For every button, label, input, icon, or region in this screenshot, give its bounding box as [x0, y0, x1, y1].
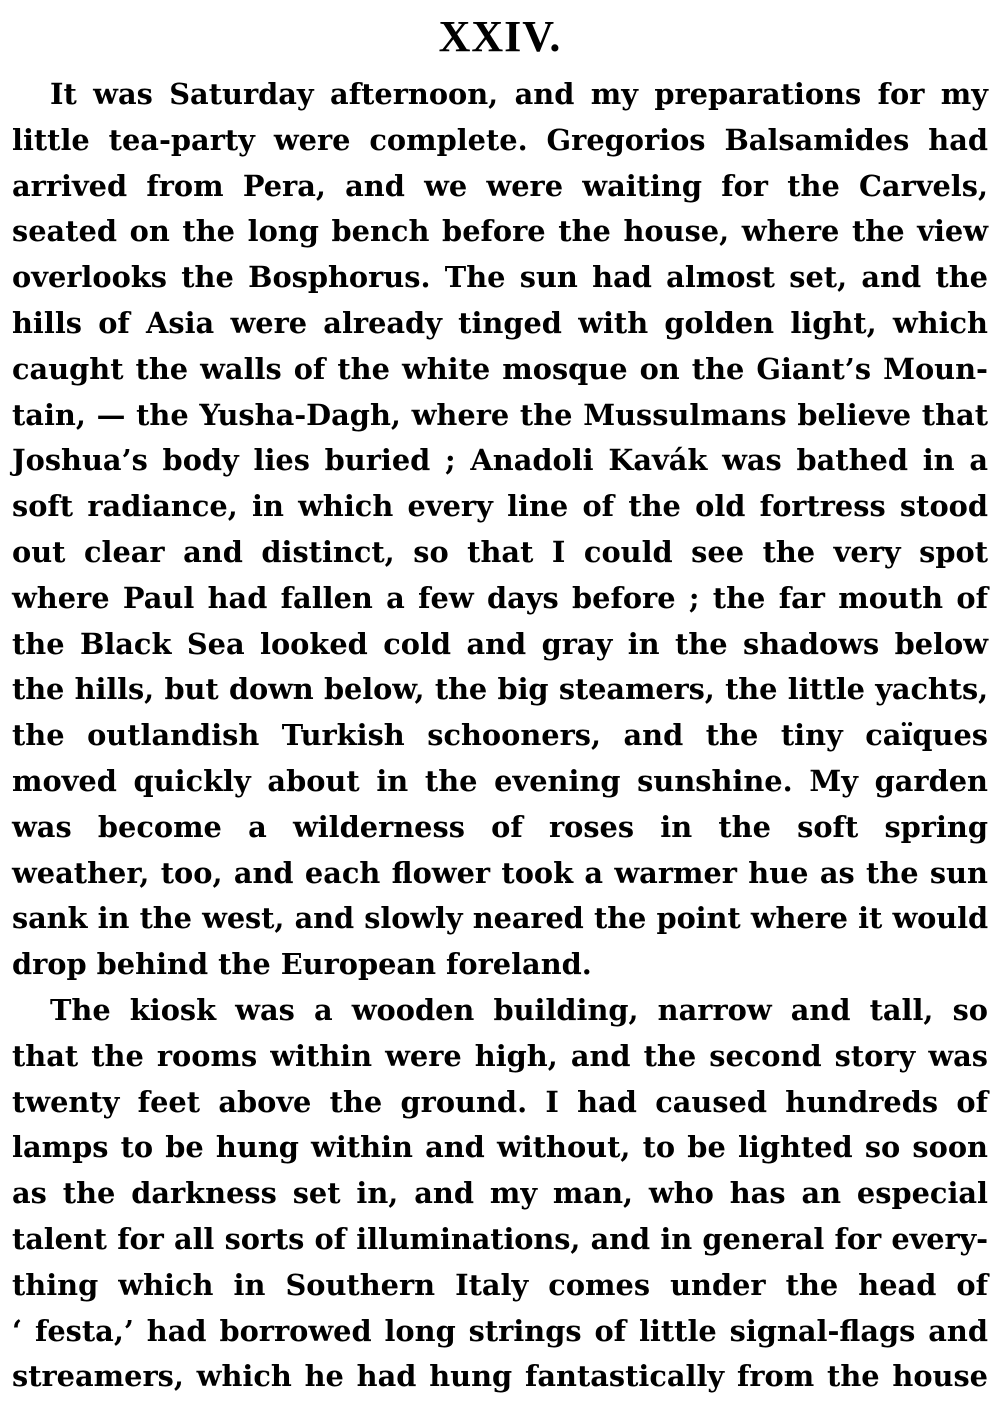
- text-line: little tea-party were complete. Gregorios Balsamides had: [12, 122, 988, 157]
- text-line: the Black Sea looked cold and gray in the shadows below: [12, 626, 988, 661]
- text-line: thing which in Southern Italy comes under the head of: [12, 1267, 988, 1302]
- text-line: twenty feet above the ground. I had caused hundreds of: [12, 1084, 988, 1119]
- text-line: talent for all sorts of illuminations, and in general for every-: [12, 1221, 988, 1256]
- text-line: the hills, but down below, the big steamers, the little yachts,: [12, 672, 988, 707]
- text-line: ‘ festa,’ had borrowed long strings of little signal-flags and: [12, 1313, 988, 1348]
- text-line: streamers, which he had hung fantastically from the house: [12, 1359, 988, 1394]
- text-line: soft radiance, in which every line of the old fortress stood: [12, 489, 988, 524]
- text-line: caught the walls of the white mosque on the Giant’s Moun-: [12, 351, 988, 386]
- text-line: the outlandish Turkish schooners, and the tiny caïques: [12, 718, 988, 753]
- text-line: sank in the west, and slowly neared the point where it would: [12, 901, 988, 936]
- text-line: seated on the long bench before the house, where the view: [12, 214, 988, 249]
- text-line: overlooks the Bosphorus. The sun had almost set, and the: [12, 260, 988, 295]
- text-line: out clear and distinct, so that I could see the very spot: [12, 534, 988, 569]
- book-page: [12, 0, 988, 1424]
- text-line: Joshua’s body lies buried ; Anadoli Kavák was bathed in a: [12, 443, 988, 478]
- text-line: as the darkness set in, and my man, who has an especial: [12, 1176, 988, 1211]
- text-line: tain, — the Yusha-Dagh, where the Mussulmans believe that: [12, 397, 988, 432]
- text-line: was become a wilderness of roses in the soft spring: [12, 809, 988, 844]
- text-line: moved quickly about in the evening sunshine. My garden: [12, 763, 988, 798]
- text-line: where Paul had fallen a few days before ; the far mouth of: [12, 580, 988, 615]
- text-line: It was Saturday afternoon, and my preparations for my: [50, 77, 988, 111]
- text-line: arrived from Pera, and we were waiting for the Carvels,: [12, 168, 988, 203]
- text-line: that the rooms within were high, and the second story was: [12, 1038, 988, 1073]
- text-line: lamps to be hung within and without, to be lighted so soon: [12, 1130, 988, 1165]
- text-line: The kiosk was a wooden building, narrow and tall, so: [50, 992, 988, 1027]
- text-line: weather, too, and each flower took a warmer hue as the sun: [12, 855, 988, 890]
- paragraph-1: [12, 72, 988, 988]
- paragraph-2: [12, 988, 988, 1400]
- text-line: hills of Asia were already tinged with golden light, which: [12, 305, 988, 340]
- chapter-heading: XXIV.: [438, 12, 562, 61]
- text-line: drop behind the European foreland.: [12, 947, 592, 982]
